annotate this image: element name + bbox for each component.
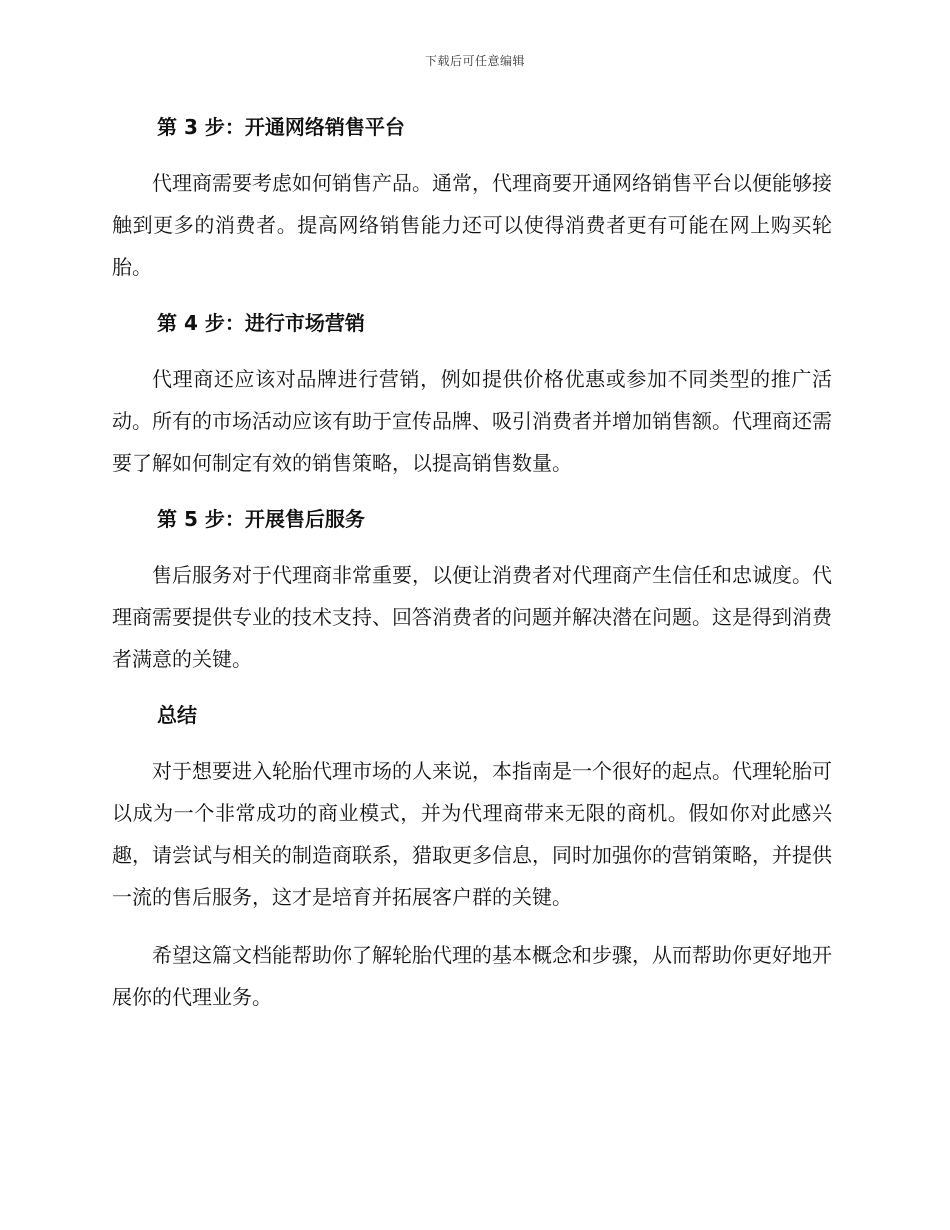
page-header: 下载后可任意编辑	[424, 54, 525, 68]
closing-paragraph: 希望这篇文档能帮助你了解轮胎代理的基本概念和步骤，从而帮助你更好地开展你的代理业务。	[112, 943, 832, 1009]
section-heading-step-4: 第 4 步：进行市场营销	[157, 311, 365, 335]
section-heading-summary: 总结	[157, 703, 197, 727]
section-paragraph-step-4: 代理商还应该对品牌进行营销，例如提供价格优惠或参加不同类型的推广活动。所有的市场活动应该有助于宣传品牌、吸引消费者并增加销售额。代理商还需要了解如何制定有效的销售策略，以提高销售数量。	[112, 367, 832, 475]
section-paragraph-summary: 对于想要进入轮胎代理市场的人来说，本指南是一个很好的起点。代理轮胎可以成为一个非常成功的商业模式，并为代理商带来无限的商机。假如你对此感兴趣，请尝试与相关的制造商联系，猎取更多信息，同时加强你的营销策略，并提供一流的售后服务，这才是培育并拓展客户群的关键。	[112, 759, 832, 909]
section-heading-step-5: 第 5 步：开展售后服务	[157, 507, 365, 531]
section-paragraph-step-3: 代理商需要考虑如何销售产品。通常，代理商要开通网络销售平台以便能够接触到更多的消费者。提高网络销售能力还可以使得消费者更有可能在网上购买轮胎。	[112, 171, 832, 279]
section-heading-step-3: 第 3 步：开通网络销售平台	[157, 115, 405, 139]
document-body	[112, 108, 832, 1034]
section-paragraph-step-5: 售后服务对于代理商非常重要，以便让消费者对代理商产生信任和忠诚度。代理商需要提供专业的技术支持、回答消费者的问题并解决潜在问题。这是得到消费者满意的关键。	[112, 563, 832, 671]
